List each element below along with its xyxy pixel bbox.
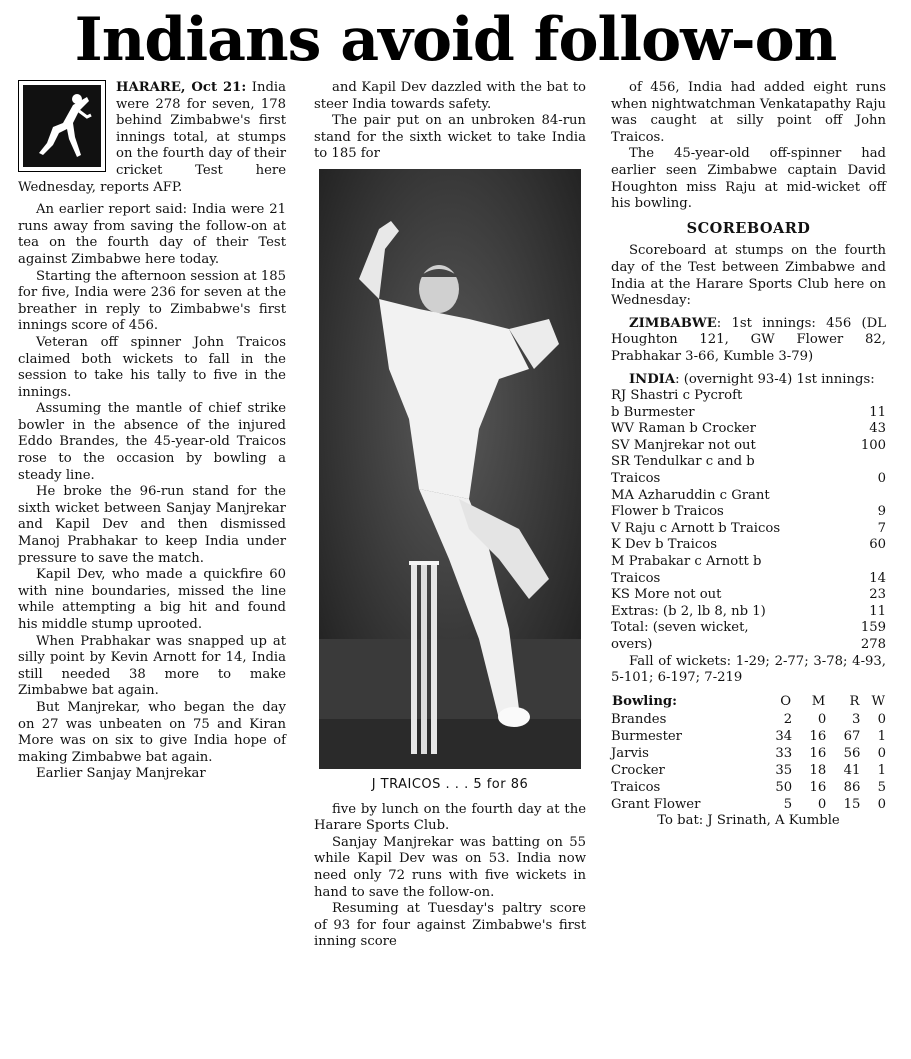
bowling-row xyxy=(611,762,886,779)
india-summary: : (overnight 93-4) 1st innings: xyxy=(675,371,875,387)
batting-row xyxy=(611,471,886,488)
bowling-figure: 34 xyxy=(775,729,793,745)
batting-row xyxy=(611,571,886,588)
article-paragraph: Sanjay Manjrekar was batting on 55 while Kapil Dev was on 53. India now need only 72 runs with five wickets in hand to save the follow-on. xyxy=(314,834,586,900)
batsman-runs: 0 xyxy=(877,471,886,487)
article-paragraph: An earlier report said: India were 21 runs away from saving the follow-on at tea on the fourth day of their Test against Zimbabwe here today. xyxy=(18,202,286,267)
batsman-name: RJ Shastri c Pycroft xyxy=(611,388,743,404)
article-column-2 xyxy=(314,80,586,951)
bowling-figure: 0 xyxy=(877,797,886,813)
scoreboard-intro: Scoreboard at stumps on the fourth day of the Test between Zimbabwe and India at the Harare Sports Club here on Wednesday: xyxy=(611,243,886,309)
photo-block xyxy=(314,169,586,794)
article-paragraph: Kapil Dev, who made a quickfire 60 with nine boundaries, missed the line while attempting a big hit and found his middle stump uprooted. xyxy=(18,567,286,632)
fall-of-wickets: Fall of wickets: 1-29; 2-77; 3-78; 4-93, 5-101; 6-197; 7-219 xyxy=(611,653,886,686)
bowling-figure: 0 xyxy=(877,712,886,728)
batting-row xyxy=(611,488,886,505)
article-paragraph: He broke the 96-run stand for the sixth wicket between Sanjay Manjrekar and Kapil Dev and then dismissed Manoj Prabhakar to keep India under pressure to save the match. xyxy=(18,484,286,566)
bowling-figure: 2 xyxy=(783,712,793,728)
batsman-name: K Dev b Traicos xyxy=(611,537,717,553)
batsman-name: SV Manjrekar not out xyxy=(611,437,756,453)
batting-card xyxy=(611,388,886,654)
india-label: INDIA xyxy=(629,371,676,387)
bowling-table xyxy=(611,693,886,814)
bowler-name: Grant Flower xyxy=(611,797,701,813)
zimbabwe-summary: : 1st innings: 456 (DL Houghton 121, GW Flower 82, Prabhakar 3-66, Kumble 3-79) xyxy=(611,315,886,364)
batsman-runs: 159 xyxy=(860,620,886,636)
bowling-figure: 16 xyxy=(809,780,827,796)
bowler-silhouette-icon xyxy=(27,87,97,165)
batsman-runs: 7 xyxy=(877,520,886,536)
bowling-row xyxy=(611,779,886,796)
article-paragraph: Resuming at Tuesday's paltry score of 93 for four against Zimbabwe's first inning score xyxy=(314,901,586,950)
batting-row xyxy=(611,454,886,471)
bowling-figure: 0 xyxy=(817,797,827,813)
bowling-figure: 35 xyxy=(775,763,793,779)
bowling-figure: 18 xyxy=(809,763,827,779)
batting-row xyxy=(611,504,886,521)
bowling-header-cell: M xyxy=(811,693,826,709)
article-paragraph: The pair put on an unbroken 84-run stand for the sixth wicket to take India to 185 for xyxy=(314,113,586,162)
zimbabwe-label: ZIMBABWE xyxy=(629,315,717,331)
article-paragraph: When Prabhakar was snapped up at silly point by Kevin Arnott for 14, India still needed 38 more to make Zimbabwe bat again. xyxy=(18,633,286,699)
bowling-figure: 15 xyxy=(843,797,861,813)
article-paragraph: Veteran off spinner John Traicos claimed both wickets to fall in the session to take his tally to five in the innings. xyxy=(18,334,286,400)
batsman-name: Flower b Traicos xyxy=(611,504,724,520)
batting-row xyxy=(611,438,886,455)
scoreboard-title: SCOREBOARD xyxy=(686,219,811,237)
bowling-header-cell: R xyxy=(849,693,860,709)
photo-caption: J TRAICOS . . . 5 for 86 xyxy=(371,776,529,792)
bowling-figure: 16 xyxy=(809,729,827,745)
batting-row xyxy=(611,587,886,604)
batting-row xyxy=(611,554,886,571)
batsman-runs: 11 xyxy=(869,404,886,420)
bowler-name: Brandes xyxy=(611,712,667,728)
dateline: HARARE, Oct 21: xyxy=(116,80,247,95)
bowling-figure: 5 xyxy=(877,780,886,796)
bowling-figure: 16 xyxy=(809,746,827,762)
bowling-figure: 50 xyxy=(775,780,793,796)
bowling-row xyxy=(611,711,886,728)
bowling-figure: 86 xyxy=(843,780,861,796)
batsman-name: Total: (seven wicket, xyxy=(611,620,749,636)
bowling-figure: 56 xyxy=(843,746,861,762)
batsman-name: M Prabakar c Arnott b xyxy=(611,554,762,570)
batsman-name: Extras: (b 2, lb 8, nb 1) xyxy=(611,603,766,619)
article-paragraph: The 45-year-old off-spinner had earlier seen Zimbabwe captain David Houghton miss Raju at mid-wicket off his bowling. xyxy=(611,146,886,212)
bowling-figure: 0 xyxy=(817,712,827,728)
bowling-figure: 1 xyxy=(877,763,886,779)
bowling-row xyxy=(611,796,886,813)
article-paragraph: five by lunch on the fourth day at the Harare Sports Club. xyxy=(314,801,586,834)
batting-row xyxy=(611,604,886,621)
batting-row xyxy=(611,537,886,554)
traicos-photo xyxy=(319,169,581,769)
zimbabwe-innings xyxy=(611,316,886,366)
batting-row xyxy=(611,405,886,422)
bowling-row xyxy=(611,745,886,762)
article-paragraph: Earlier Sanjay Manjrekar xyxy=(36,766,206,782)
batsman-runs: 14 xyxy=(869,570,886,586)
batsman-runs: 60 xyxy=(869,537,886,553)
batsman-name: Traicos xyxy=(611,570,661,586)
bowling-header-cell: O xyxy=(780,693,792,709)
batsman-runs: 9 xyxy=(877,504,886,520)
bowling-figure: 0 xyxy=(877,746,886,762)
batting-row xyxy=(611,521,886,538)
batsman-runs: 278 xyxy=(860,637,886,652)
article-column-3 xyxy=(611,80,886,830)
bowler-name: Traicos xyxy=(611,780,661,796)
batting-row xyxy=(611,421,886,438)
batting-row xyxy=(611,388,886,405)
batsman-name: Traicos xyxy=(611,471,661,487)
lead-text: India were 278 for seven, 178 behind Zimbabwe's first innings total, at stumps on the fourth day of their cricket Test here Wednesday, reports AFP. xyxy=(18,80,286,195)
bowling-figure: 3 xyxy=(852,712,861,728)
article-paragraph: Starting the afternoon session at 185 for five, India were 236 for seven at the breather in reply to Zimbabwe's first innings score of 456. xyxy=(18,268,286,334)
india-innings xyxy=(611,372,886,389)
headline: Indians avoid follow-on xyxy=(74,5,837,75)
bowling-row xyxy=(611,728,886,745)
batsman-name: KS More not out xyxy=(611,587,722,603)
batting-row xyxy=(611,620,886,637)
bowling-figure: 5 xyxy=(783,797,793,813)
batsman-runs: 100 xyxy=(860,437,886,453)
bowling-header-cell: Bowling: xyxy=(612,693,677,709)
article-column-1 xyxy=(18,80,286,783)
batsman-name: overs) xyxy=(611,637,653,652)
batsman-name: SR Tendulkar c and b xyxy=(611,454,755,470)
batsman-runs: 11 xyxy=(869,603,886,619)
to-bat: To bat: J Srinath, A Kumble xyxy=(657,813,840,829)
bowling-figure: 67 xyxy=(843,729,861,745)
bowling-figure: 1 xyxy=(877,729,886,745)
bowler-name: Jarvis xyxy=(611,746,649,762)
batsman-name: WV Raman b Crocker xyxy=(611,421,756,437)
cricket-logo xyxy=(18,80,106,172)
article-paragraph: But Manjrekar, who began the day on 27 was unbeaten on 75 and Kiran More was on six to give India hope of making Zimbabwe bat again. xyxy=(18,699,286,765)
batsman-name: b Burmester xyxy=(611,404,695,420)
article-paragraph: of 456, India had added eight runs when nightwatchman Venkatapathy Raju was caught at silly point off John Traicos. xyxy=(611,80,886,145)
article-paragraph: and Kapil Dev dazzled with the bat to steer India towards safety. xyxy=(314,80,586,112)
batsman-name: V Raju c Arnott b Traicos xyxy=(611,520,781,536)
bowling-figure: 41 xyxy=(843,763,861,779)
bowler-name: Burmester xyxy=(611,729,682,745)
bowler-name: Crocker xyxy=(611,763,665,779)
bowling-header-cell: W xyxy=(871,693,885,709)
batsman-name: MA Azharuddin c Grant xyxy=(611,487,770,503)
batsman-runs: 43 xyxy=(869,421,886,437)
batsman-runs: 23 xyxy=(869,587,886,603)
batting-row xyxy=(611,637,886,654)
bowling-figure: 33 xyxy=(775,746,793,762)
article-paragraph: Assuming the mantle of chief strike bowler in the absence of the injured Eddo Brandes, the 45-year-old Traicos rose to the occasion by bowling a steady line. xyxy=(18,401,286,483)
